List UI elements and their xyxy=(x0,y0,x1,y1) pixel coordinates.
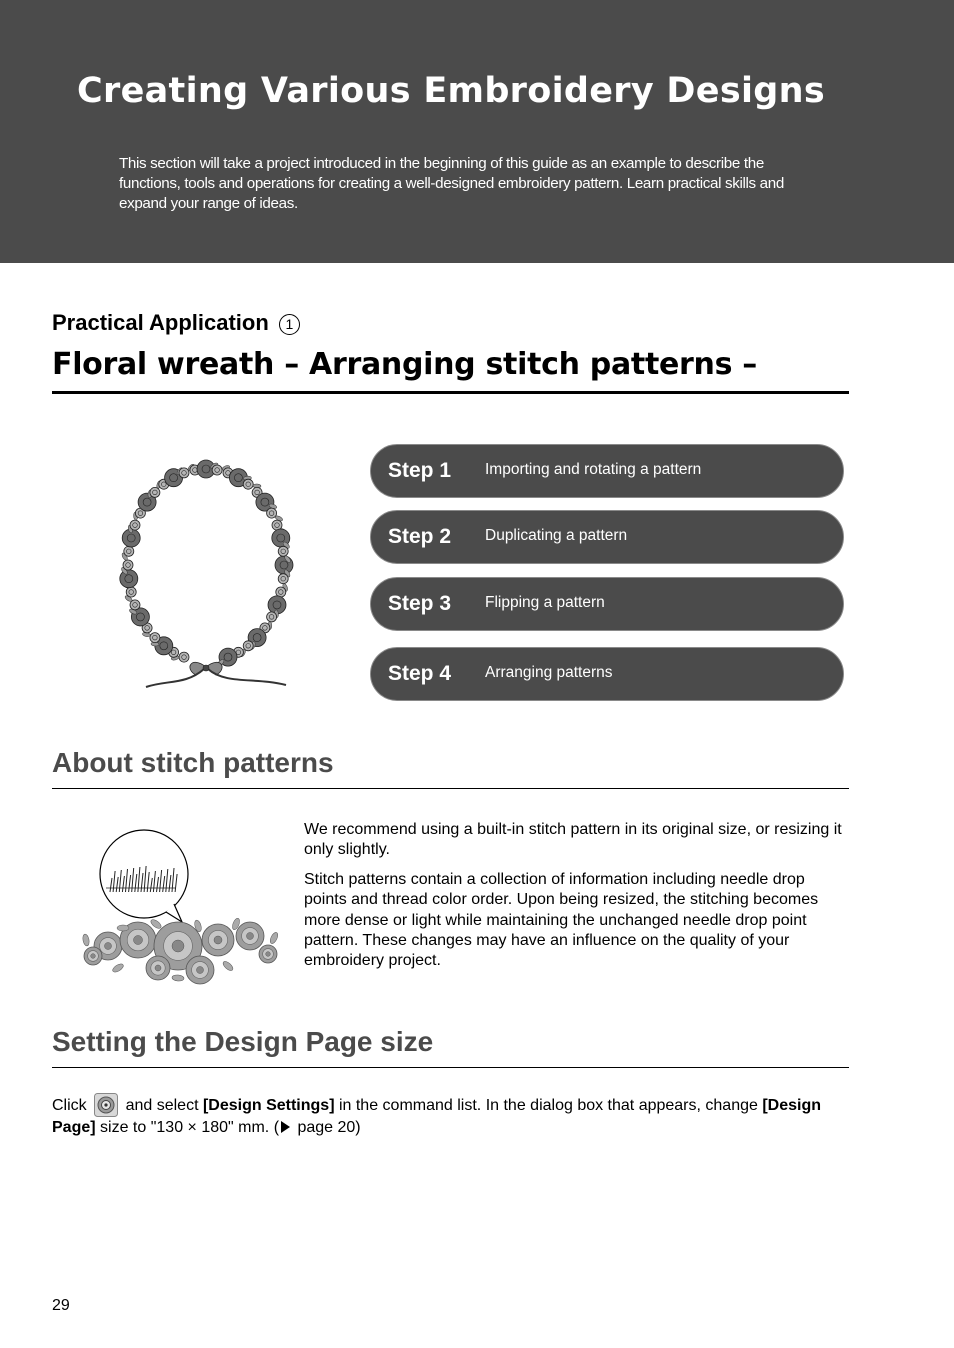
step-1-pill xyxy=(370,444,844,498)
instruction-text: in the command list. In the dialog box that appears, change xyxy=(334,1097,763,1114)
heading-rule xyxy=(52,788,849,789)
step-description: Importing and rotating a pattern xyxy=(485,461,702,478)
step-description: Arranging patterns xyxy=(485,664,613,681)
click-text: Click xyxy=(52,1097,87,1114)
page-number: 29 xyxy=(52,1297,70,1314)
step-3-pill xyxy=(370,577,844,631)
practical-application-label xyxy=(52,309,300,337)
design-page-instruction xyxy=(52,1093,852,1138)
design-settings-command: [Design Settings] xyxy=(202,1097,335,1114)
step-label: Step 3 xyxy=(388,592,452,615)
step-4-pill xyxy=(370,647,844,701)
size-text: size to "130 × 180" mm. ( xyxy=(95,1119,280,1136)
page-reference: page 20) xyxy=(293,1119,361,1136)
command-button-icon[interactable] xyxy=(94,1093,118,1117)
circled-number: 1 xyxy=(279,314,300,335)
step-label: Step 4 xyxy=(388,662,452,685)
practical-application-text: Practical Application xyxy=(52,310,269,335)
step-label: Step 1 xyxy=(388,459,452,482)
design-page-heading: Setting the Design Page size xyxy=(52,1026,434,1057)
design-page-setting: [Design Page] xyxy=(52,1097,822,1136)
chapter-banner xyxy=(0,0,954,263)
about-paragraph-1: We recommend using a built-in stitch pattern in its original size, or resizing it only slightly. xyxy=(304,821,842,859)
heading-rule xyxy=(52,1067,849,1068)
chapter-intro: This section will take a project introduced in the beginning of this guide as an example to describe the functions, tools and operations for creating a well-designed embroidery pattern. Learn practical skills and expand your range of ideas. xyxy=(119,155,784,212)
chapter-title: Creating Various Embroidery Designs xyxy=(77,71,825,111)
and-select-text: and select xyxy=(121,1097,203,1114)
floral-wreath-image xyxy=(106,455,306,695)
about-stitch-heading: About stitch patterns xyxy=(52,747,334,778)
triangle-right-icon xyxy=(281,1121,290,1133)
step-description: Flipping a pattern xyxy=(485,594,605,611)
step-description: Duplicating a pattern xyxy=(485,527,628,544)
title-rule xyxy=(52,391,849,394)
stitch-pattern-image xyxy=(78,828,282,993)
step-label: Step 2 xyxy=(388,525,452,548)
step-2-pill xyxy=(370,510,844,564)
section-title: Floral wreath – Arranging stitch patterns – xyxy=(52,347,757,382)
about-paragraph-2: Stitch patterns contain a collection of information including needle drop points and thread color order. Upon being resized, the stitching becomes more dense or light while maintaining the unchanged needle drop point pattern. These changes may have an influence on the quality of your embroidery project. xyxy=(304,871,819,970)
